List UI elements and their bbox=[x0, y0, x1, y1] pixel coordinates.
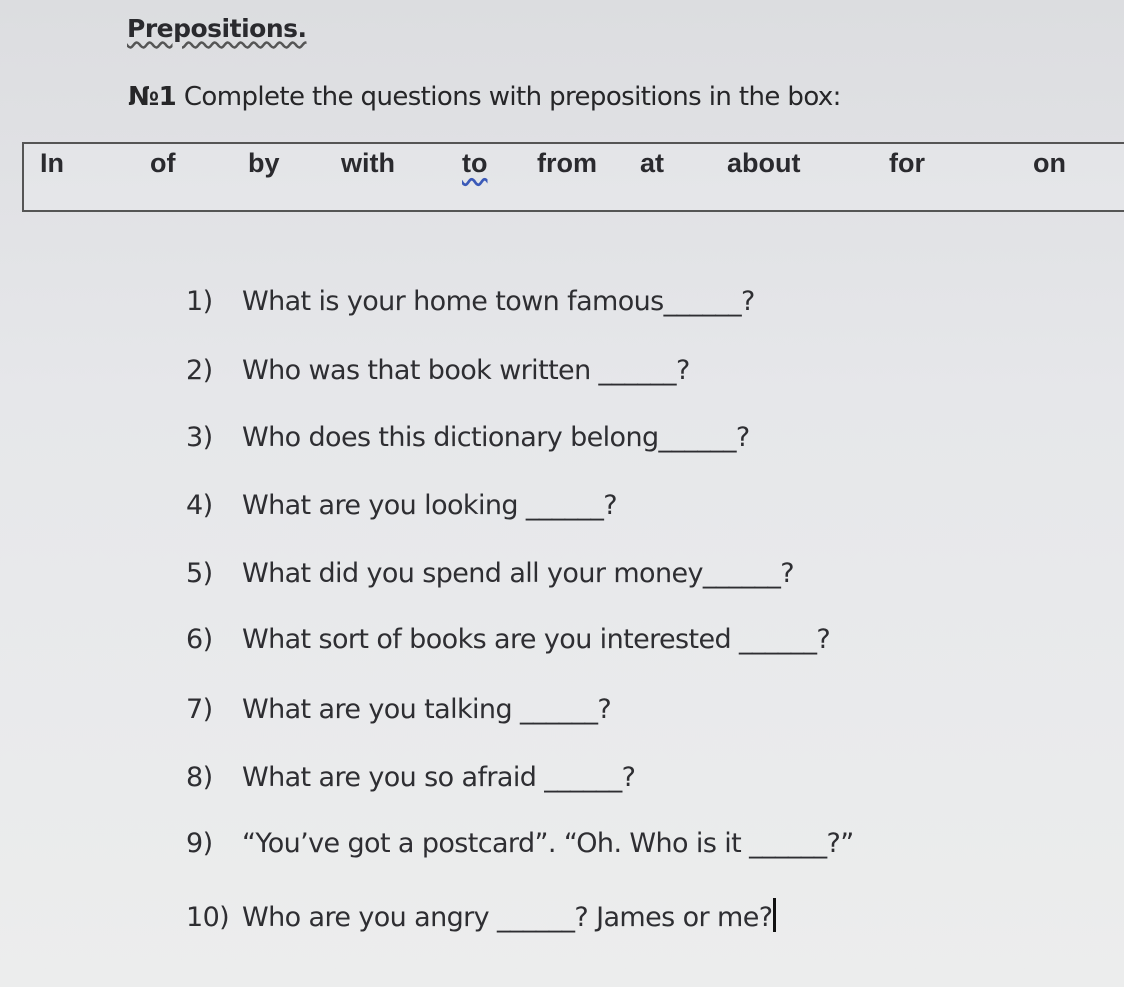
question-text: Who does this dictionary belong______? bbox=[242, 422, 750, 453]
question-item bbox=[186, 762, 635, 793]
question-text: Who are you angry ______? James or me? bbox=[242, 902, 773, 933]
page-title: Prepositions. bbox=[127, 14, 307, 43]
box-word: by bbox=[248, 148, 280, 178]
question-item bbox=[186, 694, 611, 725]
box-word: In bbox=[40, 148, 64, 178]
question-text: What are you talking ______? bbox=[242, 694, 612, 725]
question-text: What are you looking ______? bbox=[242, 490, 618, 521]
box-word: about bbox=[727, 148, 801, 178]
question-number: 4) bbox=[186, 490, 213, 521]
box-word: for bbox=[889, 148, 925, 178]
task-instruction bbox=[128, 82, 841, 112]
question-item bbox=[186, 624, 830, 655]
question-number: 5) bbox=[186, 558, 213, 589]
question-item bbox=[186, 490, 617, 521]
task-number: №1 bbox=[128, 82, 177, 112]
question-item bbox=[186, 355, 690, 386]
box-word: to bbox=[462, 148, 488, 178]
question-text: What are you so afraid ______? bbox=[242, 762, 636, 793]
text-cursor bbox=[773, 898, 776, 932]
question-item bbox=[186, 286, 755, 317]
question-number: 7) bbox=[186, 694, 213, 725]
question-number: 2) bbox=[186, 355, 213, 386]
question-number: 10) bbox=[186, 902, 230, 933]
question-text: What did you spend all your money______? bbox=[242, 558, 795, 589]
task-text: Complete the questions with prepositions in the box: bbox=[176, 82, 841, 112]
box-word: with bbox=[341, 148, 395, 178]
box-word: on bbox=[1033, 148, 1066, 178]
question-item bbox=[186, 828, 854, 859]
question-item bbox=[186, 558, 794, 589]
question-item bbox=[186, 422, 750, 453]
box-word: at bbox=[640, 148, 665, 178]
question-number: 8) bbox=[186, 762, 213, 793]
question-number: 3) bbox=[186, 422, 213, 453]
box-word: from bbox=[537, 148, 597, 178]
question-number: 9) bbox=[186, 828, 213, 859]
question-number: 6) bbox=[186, 624, 213, 655]
question-text: What is your home town famous______? bbox=[242, 286, 755, 317]
question-item bbox=[186, 898, 776, 933]
question-text: Who was that book written ______? bbox=[242, 355, 690, 386]
question-text: What sort of books are you interested ______? bbox=[242, 624, 831, 655]
question-number: 1) bbox=[186, 286, 213, 317]
question-text: “You’ve got a postcard”. “Oh. Who is it ______?” bbox=[242, 828, 854, 859]
box-word: of bbox=[150, 148, 176, 178]
